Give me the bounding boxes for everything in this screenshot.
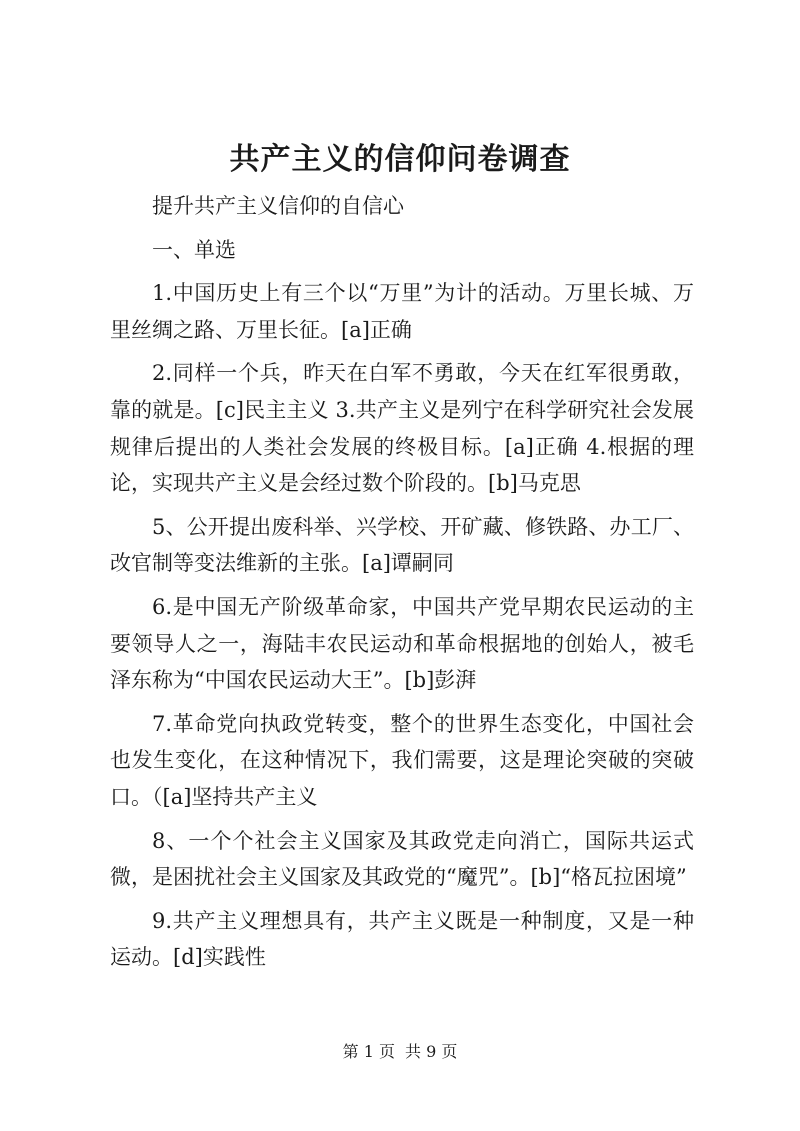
subtitle-paragraph: 提升共产主义信仰的自信心 <box>152 194 404 218</box>
section-heading: 一、单选 <box>152 237 236 262</box>
document-body <box>110 188 694 983</box>
question-paragraph-6: 8、一个个社会主义国家及其政党走向消亡，国际共运式微，是困扰社会主义国家及其政党的“魔咒”。[b]“格瓦拉困境” <box>110 828 694 890</box>
question-paragraph-5: 7.革命党向执政党转变，整个的世界生态变化，中国社会也发生变化，在这种情况下，我们需要，这是理论突破的突破口。（[a]坚持共产主义 <box>110 711 694 809</box>
page-footer <box>0 1042 800 1062</box>
question-paragraph-1: 1.中国历史上有三个以“万里”为计的活动。万里长城、万里丝绸之路、万里长征。[a]正确 <box>110 281 694 342</box>
question-paragraph-2: 2.同样一个兵，昨天在白军不勇敢，今天在红军很勇敢，靠的就是。[c]民主主义 3.共产主义是列宁在科学研究社会发展规律后提出的人类社会发展的终极目标。[a]正确 4.根据的理论，实现共产主义是会经过数个阶段的。[b]马克思 <box>110 361 694 496</box>
question-paragraph-7: 9.共产主义理想具有，共产主义既是一种制度，又是一种运动。[d]实践性 <box>110 908 694 970</box>
question-paragraph-4: 6.是中国无产阶级革命家，中国共产党早期农民运动的主要领导人之一，海陆丰农民运动和革命根据地的创始人，被毛泽东称为“中国农民运动大王”。[b]彭湃 <box>110 594 694 693</box>
question-paragraph-3: 5、公开提出废科举、兴学校、开矿藏、修铁路、办工厂、改官制等变法维新的主张。[a]谭嗣同 <box>110 514 694 576</box>
page-total: 共 9 页 <box>405 1042 458 1061</box>
page-number: 第 1 页 <box>342 1042 395 1061</box>
document-title: 共产主义的信仰问卷调查 <box>229 142 571 177</box>
